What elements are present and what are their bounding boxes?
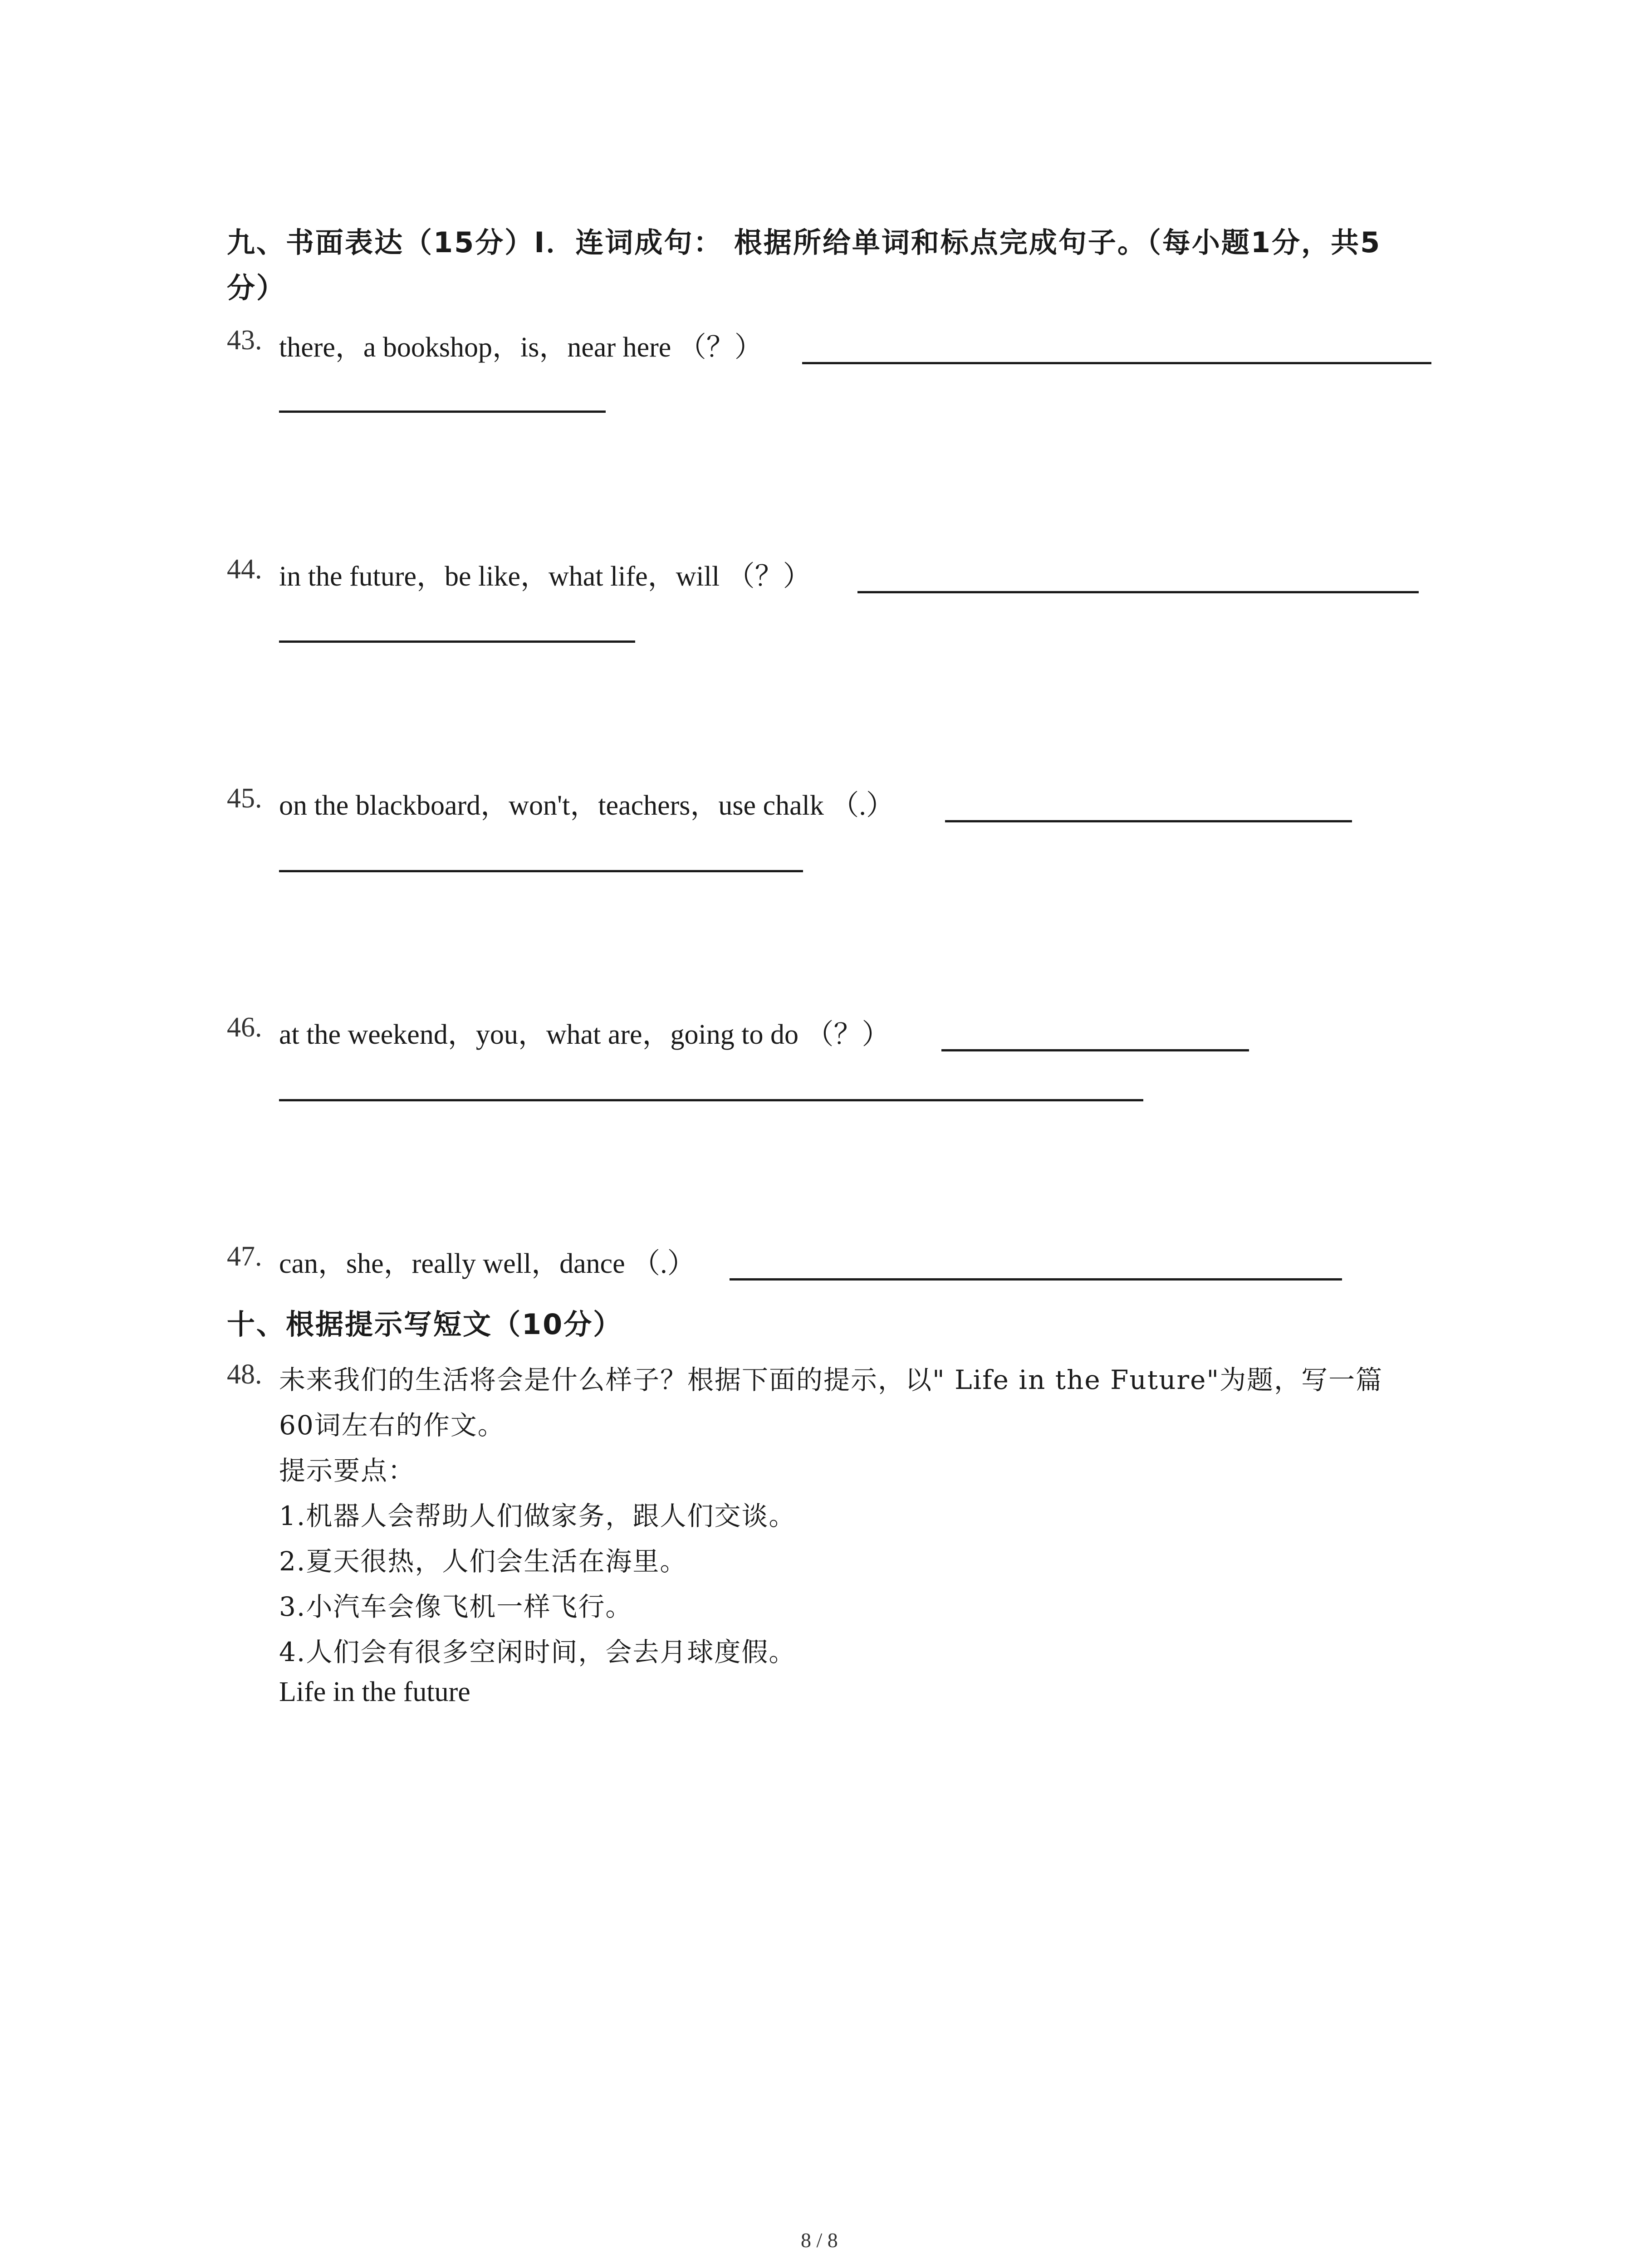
question-46-answer-line-1[interactable] xyxy=(941,1049,1249,1051)
essay-title: Life in the future xyxy=(279,1677,470,1707)
question-48-prompt-line2: 60词左右的作文。 xyxy=(279,1410,505,1441)
question-47-answer-line-1[interactable] xyxy=(730,1278,1342,1281)
question-48-number: 48. xyxy=(227,1359,262,1390)
question-45-prompt: on the blackboard，won't，teachers，use chalk （.） xyxy=(279,790,894,821)
question-43-number: 43. xyxy=(227,325,262,356)
question-43-answer-line-2[interactable] xyxy=(279,411,606,413)
section-9-heading-line1: 九、书面表达（15分）I．连词成句： 根据所给单词和标点完成句子。（每小题1分，共5 xyxy=(227,226,1381,259)
question-45-answer-line-1[interactable] xyxy=(945,820,1352,822)
hint-label: 提示要点： xyxy=(279,1455,416,1486)
section-10-heading: 十、根据提示写短文（10分） xyxy=(227,1308,623,1341)
question-44-prompt: in the future，be like，what life，will （？） xyxy=(279,561,811,592)
page-number: 8 / 8 xyxy=(801,2229,838,2252)
section-9-heading-line2: 分） xyxy=(227,271,286,304)
hint-item-3: 3.小汽车会像飞机一样飞行。 xyxy=(279,1591,633,1622)
question-44-answer-line-1[interactable] xyxy=(857,591,1419,593)
question-44-answer-line-2[interactable] xyxy=(279,640,635,643)
question-45-answer-line-2[interactable] xyxy=(279,870,803,872)
question-46-answer-line-2[interactable] xyxy=(279,1099,1143,1101)
question-45-number: 45. xyxy=(227,783,262,814)
question-47-prompt: can，she，really well，dance （.） xyxy=(279,1248,696,1279)
question-43-answer-line-1[interactable] xyxy=(802,362,1431,364)
hint-item-4: 4.人们会有很多空闲时间，会去月球度假。 xyxy=(279,1637,796,1667)
question-43-prompt: there，a bookshop，is，near here （？） xyxy=(279,332,763,363)
hint-item-1: 1.机器人会帮助人们做家务，跟人们交谈。 xyxy=(279,1501,796,1531)
question-48-prompt-line1: 未来我们的生活将会是什么样子？根据下面的提示，以" Life in the Future"为题，写一篇 xyxy=(279,1364,1383,1395)
question-46-prompt: at the weekend，you，what are，going to do （？） xyxy=(279,1019,890,1050)
question-47-number: 47. xyxy=(227,1241,262,1272)
hint-item-2: 2.夏天很热，人们会生活在海里。 xyxy=(279,1546,687,1577)
question-44-number: 44. xyxy=(227,554,262,585)
question-46-number: 46. xyxy=(227,1012,262,1043)
